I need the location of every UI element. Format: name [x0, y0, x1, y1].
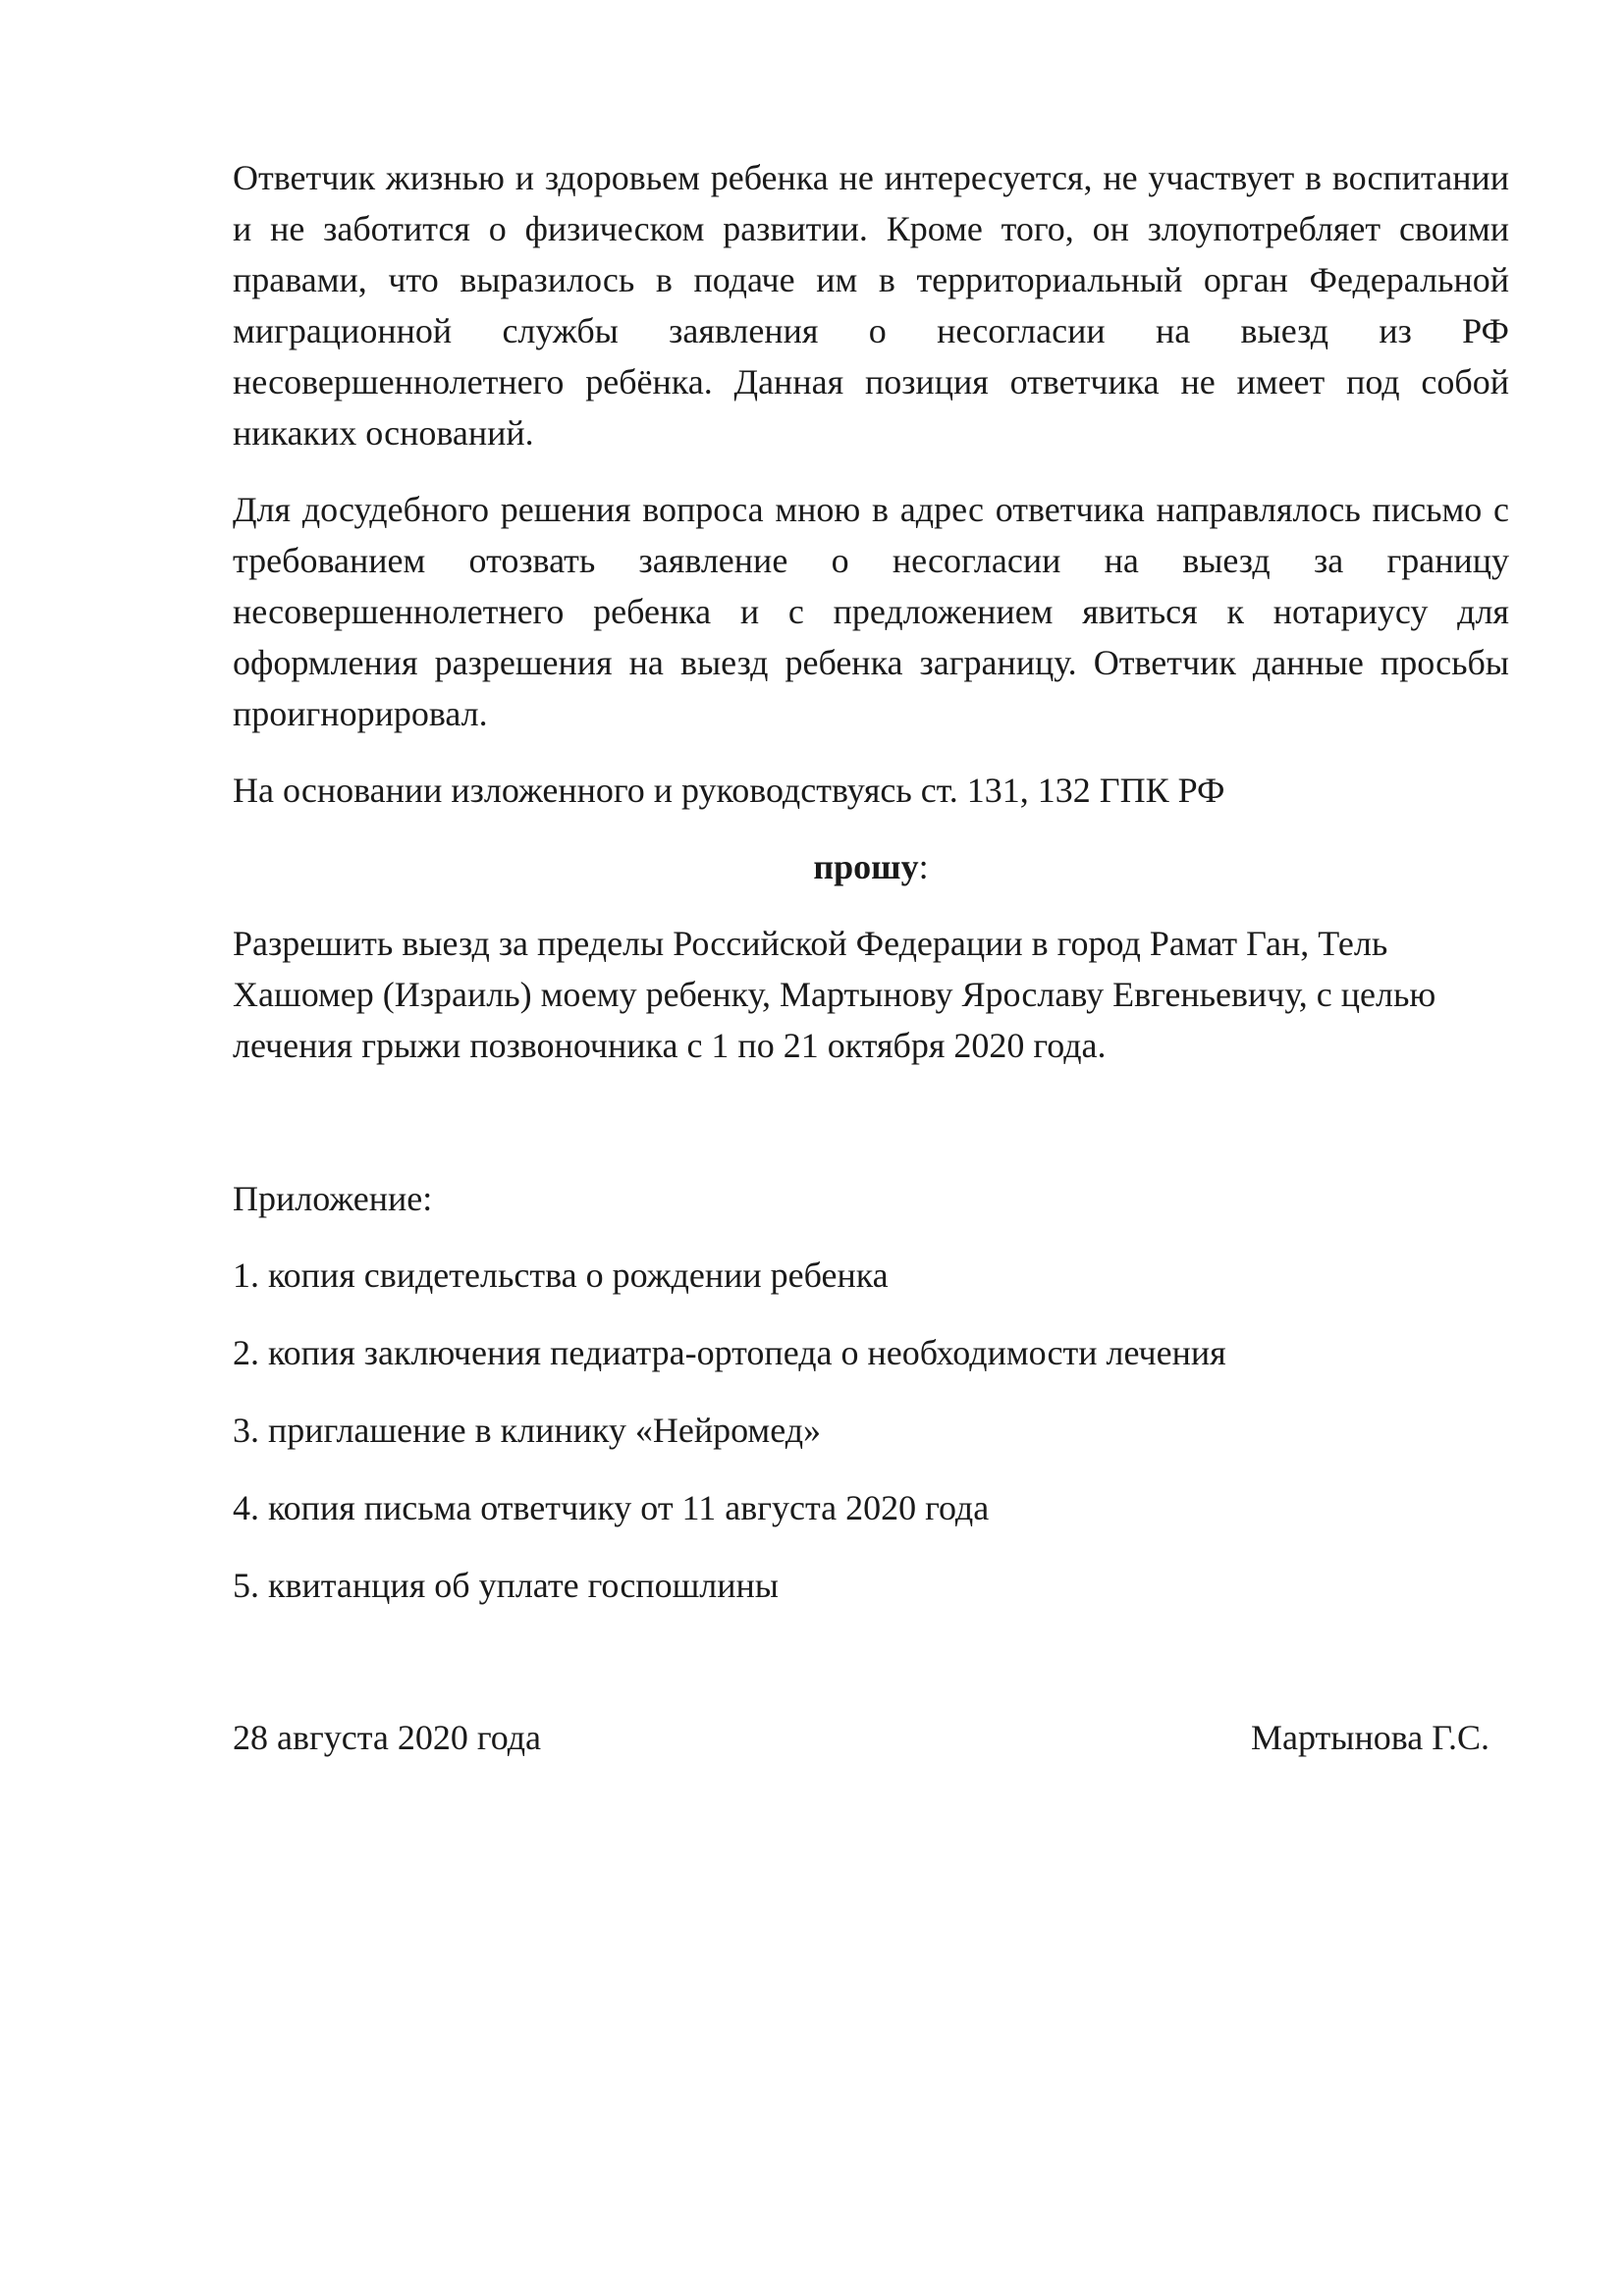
attachments-title: Приложение: — [233, 1179, 433, 1218]
document-date: 28 августа 2020 года — [233, 1718, 541, 1757]
paragraph-defendant-behavior: Ответчик жизнью и здоровьем ребенка не интересуется, не участвует в воспитании и не заботится о физическом развитии. Кроме того, он злоупотребляет своими правами, что выразилось в подаче им в территориальный орган Федеральной миграционной службы заявления о несогласии на выезд из РФ несовершеннолетнего ребёнка. Данная позиция ответчика не имеет под собой никаких оснований. — [233, 158, 1509, 453]
attachment-item: 2. копия заключения педиатра-ортопеда о необходимости лечения — [233, 1333, 1226, 1372]
attachment-item: 5. квитанция об уплате госпошлины — [233, 1566, 779, 1605]
attachments-list — [233, 1250, 1509, 1611]
signatory-name: Мартынова Г.С. — [1251, 1718, 1489, 1757]
attachment-item: 3. приглашение в клинику «Нейромед» — [233, 1411, 822, 1450]
spacer — [233, 1637, 1509, 1712]
attachment-item: 4. копия письма ответчику от 11 августа 2020 года — [233, 1488, 990, 1527]
attachment-item: 1. копия свидетельства о рождении ребенка — [233, 1255, 889, 1295]
paragraph-pretrial-attempt: Для досудебного решения вопроса мною в адрес ответчика направлялось письмо с требованием отозвать заявление о несогласии на выезд за границу несовершеннолетнего ребенка и с предложением явиться к нотариусу для оформления разрешения на выезд ребенка заграницу. Ответчик данные просьбы проигнорировал. — [233, 490, 1509, 733]
request-text: Разрешить выезд за пределы Российской Федерации в город Рамат Ган, Тель Хашомер (Израиль) моему ребенку, Мартынову Ярославу Евгеньевичу, с целью лечения грыжи позвоночника с 1 по 21 октября 2020 года. — [233, 924, 1436, 1065]
document-body — [233, 152, 1509, 1763]
request-heading — [233, 841, 1509, 892]
spacer — [233, 1096, 1509, 1173]
signature-row — [233, 1712, 1489, 1763]
request-word: прошу — [813, 847, 919, 886]
paragraph-legal-basis: На основании изложенного и руководствуясь ст. 131, 132 ГПК РФ — [233, 771, 1225, 810]
request-colon: : — [918, 847, 929, 886]
